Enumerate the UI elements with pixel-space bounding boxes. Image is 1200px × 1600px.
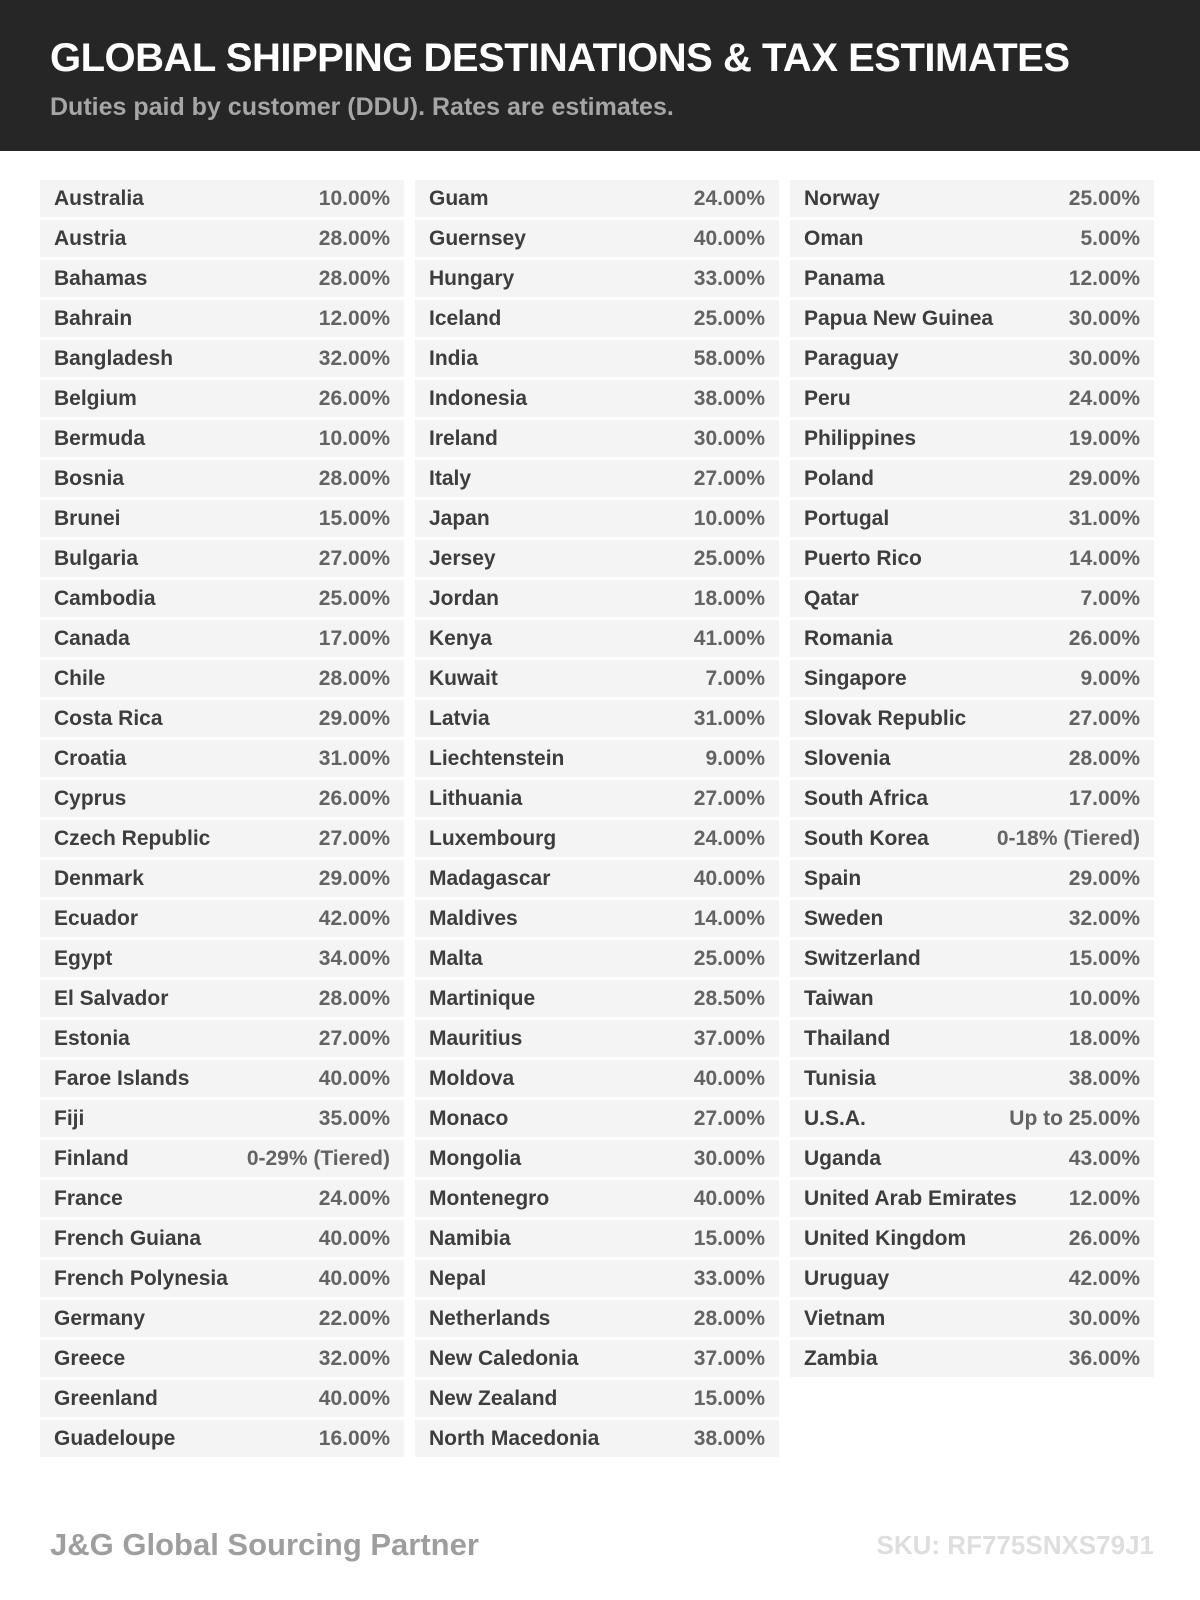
table-row xyxy=(415,340,779,377)
tax-rate: 7.00% xyxy=(1080,586,1140,610)
tax-rate: 26.00% xyxy=(318,786,390,810)
table-row xyxy=(790,260,1154,297)
table-row xyxy=(790,380,1154,417)
tax-rate: 14.00% xyxy=(1068,546,1140,570)
table-row xyxy=(415,180,779,217)
table-row xyxy=(790,300,1154,337)
header-banner xyxy=(0,0,1200,151)
table-row xyxy=(790,580,1154,617)
country-name: Fiji xyxy=(54,1106,85,1130)
country-name: French Polynesia xyxy=(54,1266,228,1290)
tax-rate: 34.00% xyxy=(318,946,390,970)
tax-rate: 43.00% xyxy=(1068,1146,1140,1170)
table-row xyxy=(40,180,404,217)
table-row xyxy=(415,380,779,417)
table-row xyxy=(40,820,404,857)
tax-rate: 40.00% xyxy=(693,866,765,890)
table-row xyxy=(790,620,1154,657)
table-row xyxy=(790,660,1154,697)
country-name: Austria xyxy=(54,226,127,250)
country-name: Latvia xyxy=(429,706,490,730)
tax-rate: 38.00% xyxy=(693,1426,765,1450)
table-row xyxy=(40,1100,404,1137)
table-row xyxy=(415,1260,779,1297)
tax-rate: 10.00% xyxy=(693,506,765,530)
table-row xyxy=(40,620,404,657)
table-row xyxy=(40,740,404,777)
tax-rate: 40.00% xyxy=(318,1226,390,1250)
country-name: Guernsey xyxy=(429,226,526,250)
tax-rate: 27.00% xyxy=(693,466,765,490)
table-row xyxy=(40,1140,404,1177)
table-row xyxy=(40,220,404,257)
tax-rate: 15.00% xyxy=(318,506,390,530)
table-column-3 xyxy=(790,180,1154,1380)
country-name: Monaco xyxy=(429,1106,509,1130)
tax-rate: 12.00% xyxy=(1068,266,1140,290)
table-row xyxy=(415,900,779,937)
tax-rate: 25.00% xyxy=(1068,186,1140,210)
tax-rate: 18.00% xyxy=(693,586,765,610)
country-name: Uganda xyxy=(804,1146,882,1170)
table-row xyxy=(415,500,779,537)
tax-rate: 41.00% xyxy=(693,626,765,650)
tax-rate: 10.00% xyxy=(1068,986,1140,1010)
country-name: Jersey xyxy=(429,546,496,570)
country-name: Norway xyxy=(804,186,880,210)
tax-rate: 29.00% xyxy=(318,866,390,890)
country-name: Denmark xyxy=(54,866,144,890)
tax-rate: 28.00% xyxy=(1068,746,1140,770)
tax-rate: 42.00% xyxy=(318,906,390,930)
country-name: Lithuania xyxy=(429,786,523,810)
country-name: North Macedonia xyxy=(429,1426,600,1450)
table-row xyxy=(790,700,1154,737)
tax-rate: 29.00% xyxy=(1068,466,1140,490)
sku-label: SKU: RF775SNXS79J1 xyxy=(876,1529,1154,1560)
table-row xyxy=(415,220,779,257)
table-row xyxy=(790,1300,1154,1337)
tax-rate: 9.00% xyxy=(1080,666,1140,690)
tax-rate: 26.00% xyxy=(1068,626,1140,650)
country-name: Greece xyxy=(54,1346,126,1370)
table-row xyxy=(415,660,779,697)
country-name: Bangladesh xyxy=(54,346,174,370)
country-name: Netherlands xyxy=(429,1306,551,1330)
country-name: Costa Rica xyxy=(54,706,163,730)
table-row xyxy=(40,900,404,937)
table-row xyxy=(40,1260,404,1297)
country-name: Jordan xyxy=(429,586,500,610)
country-name: Qatar xyxy=(804,586,859,610)
tax-rate: 25.00% xyxy=(693,306,765,330)
country-name: Malta xyxy=(429,946,483,970)
tax-rate: 16.00% xyxy=(318,1426,390,1450)
country-name: Iceland xyxy=(429,306,502,330)
table-row xyxy=(790,740,1154,777)
table-row xyxy=(415,700,779,737)
tax-rate: 5.00% xyxy=(1080,226,1140,250)
tax-rate: 25.00% xyxy=(693,546,765,570)
table-row xyxy=(40,1420,404,1457)
table-row xyxy=(40,340,404,377)
country-name: Ecuador xyxy=(54,906,139,930)
tax-rate: 30.00% xyxy=(693,426,765,450)
table-row xyxy=(40,1300,404,1337)
table-row xyxy=(40,980,404,1017)
country-name: Romania xyxy=(804,626,893,650)
table-column-1 xyxy=(40,180,404,1460)
country-name: Switzerland xyxy=(804,946,921,970)
tax-rate: 27.00% xyxy=(1068,706,1140,730)
country-name: New Zealand xyxy=(429,1386,558,1410)
country-name: Cyprus xyxy=(54,786,127,810)
table-row xyxy=(790,340,1154,377)
country-name: United Kingdom xyxy=(804,1226,967,1250)
country-name: Cambodia xyxy=(54,586,156,610)
tax-rate: 28.00% xyxy=(318,466,390,490)
tax-rate: 32.00% xyxy=(1068,906,1140,930)
country-name: El Salvador xyxy=(54,986,169,1010)
country-name: Luxembourg xyxy=(429,826,557,850)
country-name: Brunei xyxy=(54,506,121,530)
tax-rate: 12.00% xyxy=(318,306,390,330)
country-name: U.S.A. xyxy=(804,1106,866,1130)
tax-rate: 31.00% xyxy=(1068,506,1140,530)
country-name: Poland xyxy=(804,466,875,490)
tax-rate: 27.00% xyxy=(318,826,390,850)
table-row xyxy=(40,420,404,457)
table-row xyxy=(415,1060,779,1097)
table-row xyxy=(40,500,404,537)
tax-rate: 28.00% xyxy=(318,266,390,290)
table-row xyxy=(415,860,779,897)
country-name: Singapore xyxy=(804,666,907,690)
table-row xyxy=(415,1340,779,1377)
table-row xyxy=(40,580,404,617)
table-row xyxy=(40,1060,404,1097)
table-row xyxy=(415,1140,779,1177)
country-name: Greenland xyxy=(54,1386,158,1410)
country-name: Kenya xyxy=(429,626,493,650)
table-row xyxy=(415,1300,779,1337)
country-name: Germany xyxy=(54,1306,146,1330)
table-row xyxy=(40,1020,404,1057)
country-name: Thailand xyxy=(804,1026,891,1050)
table-row xyxy=(790,1180,1154,1217)
country-name: Paraguay xyxy=(804,346,899,370)
table-row xyxy=(40,940,404,977)
table-row xyxy=(415,1220,779,1257)
tax-rate: 40.00% xyxy=(693,1066,765,1090)
tax-rate: 38.00% xyxy=(1068,1066,1140,1090)
country-name: Japan xyxy=(429,506,490,530)
country-name: Guadeloupe xyxy=(54,1426,176,1450)
tax-rate: 19.00% xyxy=(1068,426,1140,450)
table-row xyxy=(415,300,779,337)
tax-rate: 15.00% xyxy=(693,1226,765,1250)
table-row xyxy=(790,980,1154,1017)
tax-rate: 40.00% xyxy=(693,226,765,250)
country-name: Indonesia xyxy=(429,386,528,410)
country-name: Guam xyxy=(429,186,489,210)
country-name: South Africa xyxy=(804,786,929,810)
country-name: Mauritius xyxy=(429,1026,523,1050)
table-row xyxy=(790,1260,1154,1297)
table-row xyxy=(790,1220,1154,1257)
tax-rate: 36.00% xyxy=(1068,1346,1140,1370)
table-row xyxy=(415,780,779,817)
table-row xyxy=(40,300,404,337)
tax-rate: 17.00% xyxy=(1068,786,1140,810)
country-name: Martinique xyxy=(429,986,536,1010)
country-name: Estonia xyxy=(54,1026,130,1050)
table-row xyxy=(790,220,1154,257)
table-row xyxy=(40,860,404,897)
tax-rate: 33.00% xyxy=(693,266,765,290)
tax-rate: 58.00% xyxy=(693,346,765,370)
table-row xyxy=(415,1380,779,1417)
country-name: Nepal xyxy=(429,1266,487,1290)
country-name: Puerto Rico xyxy=(804,546,922,570)
table-row xyxy=(790,1100,1154,1137)
country-name: India xyxy=(429,346,479,370)
table-row xyxy=(790,500,1154,537)
tax-rate: 26.00% xyxy=(318,386,390,410)
country-name: Montenegro xyxy=(429,1186,550,1210)
country-name: Belgium xyxy=(54,386,137,410)
country-name: Faroe Islands xyxy=(54,1066,190,1090)
country-name: Sweden xyxy=(804,906,884,930)
table-column-2 xyxy=(415,180,779,1460)
tax-rate: 30.00% xyxy=(1068,346,1140,370)
country-name: New Caledonia xyxy=(429,1346,579,1370)
tax-rate: 24.00% xyxy=(693,826,765,850)
country-name: Moldova xyxy=(429,1066,515,1090)
country-name: Slovenia xyxy=(804,746,891,770)
tax-rate: 25.00% xyxy=(318,586,390,610)
tax-rate: 24.00% xyxy=(693,186,765,210)
tax-rate: 35.00% xyxy=(318,1106,390,1130)
country-name: United Arab Emirates xyxy=(804,1186,1017,1210)
country-name: Chile xyxy=(54,666,106,690)
footer xyxy=(50,1527,1154,1563)
table-row xyxy=(40,1380,404,1417)
country-name: Bahamas xyxy=(54,266,148,290)
table-row xyxy=(790,180,1154,217)
country-name: Madagascar xyxy=(429,866,551,890)
tax-rate: 29.00% xyxy=(318,706,390,730)
tax-rate: 24.00% xyxy=(318,1186,390,1210)
tax-rate: 28.00% xyxy=(318,226,390,250)
table-row xyxy=(40,260,404,297)
table-row xyxy=(415,420,779,457)
tax-rate: 9.00% xyxy=(705,746,765,770)
tax-rate: 10.00% xyxy=(318,426,390,450)
tax-rate: 18.00% xyxy=(1068,1026,1140,1050)
country-name: Panama xyxy=(804,266,885,290)
country-name: Bulgaria xyxy=(54,546,139,570)
country-name: Peru xyxy=(804,386,851,410)
tax-rate: 40.00% xyxy=(693,1186,765,1210)
tax-rate: 27.00% xyxy=(318,546,390,570)
tax-rate: 15.00% xyxy=(1068,946,1140,970)
table-row xyxy=(40,780,404,817)
tax-rate: 27.00% xyxy=(318,1026,390,1050)
tax-rate: 22.00% xyxy=(318,1306,390,1330)
tax-rate: 24.00% xyxy=(1068,386,1140,410)
table-row xyxy=(415,460,779,497)
table-row xyxy=(790,1140,1154,1177)
page-subtitle: Duties paid by customer (DDU). Rates are estimates. xyxy=(50,93,674,121)
tax-rate: 40.00% xyxy=(318,1066,390,1090)
tax-rate: 14.00% xyxy=(693,906,765,930)
tax-rate: 28.00% xyxy=(693,1306,765,1330)
tax-rate: 25.00% xyxy=(693,946,765,970)
country-name: Spain xyxy=(804,866,862,890)
tax-rate: 15.00% xyxy=(693,1386,765,1410)
table-row xyxy=(40,380,404,417)
tax-rate: 27.00% xyxy=(693,1106,765,1130)
table-row xyxy=(415,260,779,297)
page-title: GLOBAL SHIPPING DESTINATIONS & TAX ESTIMATES xyxy=(50,36,1070,80)
country-name: Ireland xyxy=(429,426,498,450)
table-row xyxy=(40,460,404,497)
country-name: Canada xyxy=(54,626,130,650)
table-row xyxy=(790,460,1154,497)
table-row xyxy=(40,1180,404,1217)
table-row xyxy=(415,580,779,617)
tax-rate-table xyxy=(0,180,1200,1460)
country-name: Portugal xyxy=(804,506,890,530)
country-name: Liechtenstein xyxy=(429,746,565,770)
tax-rate: Up to 25.00% xyxy=(1009,1106,1140,1130)
tax-rate: 33.00% xyxy=(693,1266,765,1290)
country-name: Bahrain xyxy=(54,306,133,330)
country-name: Vietnam xyxy=(804,1306,886,1330)
tax-rate: 42.00% xyxy=(1068,1266,1140,1290)
tax-rate: 10.00% xyxy=(318,186,390,210)
tax-rate: 37.00% xyxy=(693,1346,765,1370)
tax-rate: 40.00% xyxy=(318,1266,390,1290)
table-row xyxy=(40,660,404,697)
brand-name: J&G Global Sourcing Partner xyxy=(50,1527,479,1562)
table-row xyxy=(790,860,1154,897)
table-row xyxy=(790,780,1154,817)
country-name: Oman xyxy=(804,226,864,250)
tax-rate: 28.00% xyxy=(318,986,390,1010)
country-name: Bosnia xyxy=(54,466,125,490)
table-row xyxy=(415,1100,779,1137)
tax-rate: 38.00% xyxy=(693,386,765,410)
tax-rate: 30.00% xyxy=(693,1146,765,1170)
tax-rate: 27.00% xyxy=(693,786,765,810)
country-name: Philippines xyxy=(804,426,917,450)
table-row xyxy=(790,1060,1154,1097)
country-name: Italy xyxy=(429,466,472,490)
country-name: Maldives xyxy=(429,906,518,930)
country-name: Tunisia xyxy=(804,1066,876,1090)
country-name: Bermuda xyxy=(54,426,146,450)
country-name: Slovak Republic xyxy=(804,706,967,730)
country-name: Finland xyxy=(54,1146,129,1170)
table-row xyxy=(415,980,779,1017)
table-row xyxy=(790,820,1154,857)
country-name: Croatia xyxy=(54,746,127,770)
table-row xyxy=(790,940,1154,977)
table-row xyxy=(40,1220,404,1257)
table-row xyxy=(40,1340,404,1377)
tax-rate: 0-18% (Tiered) xyxy=(996,826,1140,850)
table-row xyxy=(415,820,779,857)
tax-rate: 28.00% xyxy=(318,666,390,690)
table-row xyxy=(40,540,404,577)
tax-rate: 30.00% xyxy=(1068,306,1140,330)
tax-rate: 28.50% xyxy=(693,986,765,1010)
country-name: Zambia xyxy=(804,1346,878,1370)
country-name: France xyxy=(54,1186,123,1210)
country-name: Taiwan xyxy=(804,986,874,1010)
table-row xyxy=(415,1180,779,1217)
country-name: Papua New Guinea xyxy=(804,306,994,330)
country-name: Namibia xyxy=(429,1226,511,1250)
country-name: Mongolia xyxy=(429,1146,522,1170)
tax-rate: 32.00% xyxy=(318,346,390,370)
tax-rate: 7.00% xyxy=(705,666,765,690)
country-name: Czech Republic xyxy=(54,826,211,850)
table-row xyxy=(790,900,1154,937)
table-row xyxy=(790,420,1154,457)
table-row xyxy=(790,540,1154,577)
table-row xyxy=(790,1340,1154,1377)
tax-rate: 29.00% xyxy=(1068,866,1140,890)
tax-rate: 17.00% xyxy=(318,626,390,650)
table-row xyxy=(415,620,779,657)
country-name: Hungary xyxy=(429,266,515,290)
table-row xyxy=(415,1020,779,1057)
table-row xyxy=(415,540,779,577)
tax-rate: 40.00% xyxy=(318,1386,390,1410)
table-row xyxy=(415,940,779,977)
country-name: Uruguay xyxy=(804,1266,890,1290)
country-name: Kuwait xyxy=(429,666,498,690)
tax-rate: 30.00% xyxy=(1068,1306,1140,1330)
country-name: Australia xyxy=(54,186,144,210)
tax-rate: 37.00% xyxy=(693,1026,765,1050)
table-row xyxy=(415,1420,779,1457)
tax-rate: 26.00% xyxy=(1068,1226,1140,1250)
tax-rate: 32.00% xyxy=(318,1346,390,1370)
country-name: South Korea xyxy=(804,826,929,850)
tax-rate: 0-29% (Tiered) xyxy=(246,1146,390,1170)
table-row xyxy=(790,1020,1154,1057)
tax-rate: 31.00% xyxy=(693,706,765,730)
country-name: Egypt xyxy=(54,946,113,970)
tax-rate: 31.00% xyxy=(318,746,390,770)
tax-rate: 12.00% xyxy=(1068,1186,1140,1210)
table-row xyxy=(415,740,779,777)
country-name: French Guiana xyxy=(54,1226,202,1250)
table-row xyxy=(40,700,404,737)
